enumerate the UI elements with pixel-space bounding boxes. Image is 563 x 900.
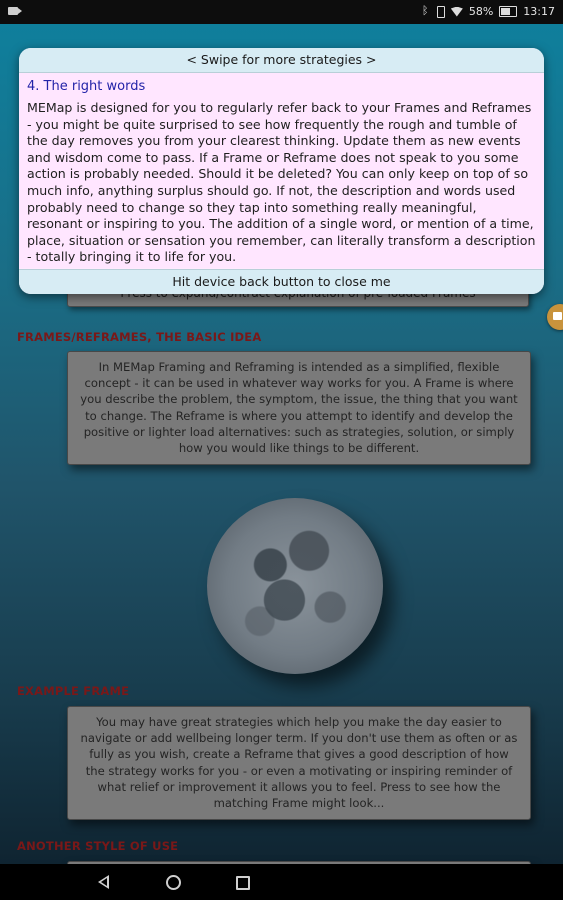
moon-icon [207,498,383,674]
swipe-hint[interactable]: < Swipe for more strategies > [19,48,544,73]
section-heading-another-style: ANOTHER STYLE OF USE [17,839,179,853]
back-icon[interactable] [98,875,109,889]
video-camera-icon [553,312,562,320]
dialog-body [19,73,544,268]
section-heading-example-frame: EXAMPLE FRAME [17,684,130,698]
camera-icon [8,7,18,15]
floating-camera-button[interactable] [547,304,563,330]
section-heading-basic-idea: FRAMES/REFRAMES, THE BASIC IDEA [17,330,262,344]
dialog-title: 4. The right words [27,79,146,94]
vibrate-icon [437,6,445,18]
navigation-bar [0,864,563,900]
battery-percent: 58% [468,5,494,18]
moon-image [207,498,383,674]
close-hint: Hit device back button to close me [19,269,544,294]
dialog-text: MEMap is designed for you to regularly refer back to your Frames and Reframes - you might be quite surprised to see how frequently the rough and tumble of the day removes you from your clearest thinking. Update them as new events and wisdom come to pass. If a Frame or Reframe does not speak to you some action is probably needed. Should it be deleted? You can only keep on top of so much info, anything surplus should go. If not, the description and words used probably need to change so they tap into something really meaningful, resonant or inspiring to you. The addition of a single word, or mention of a time, place, situation or sensation you remember, can literally transform a description - totally bringing it to life for you. [27,100,536,265]
status-icons [421,5,555,18]
strategy-dialog[interactable] [19,48,544,294]
status-time: 13:17 [523,5,555,18]
recents-icon[interactable] [236,876,250,890]
status-bar [0,0,563,24]
example-frame-card[interactable]: You may have great strategies which help you make the day easier to navigate or add wellbeing longer term. If you don't use them as often or as fully as you wish, create a Reframe that gives a good description of how the strategy works for you - or even a motivating or inspiring reminder of what relief or improvement it allows you to feel. Press to see how the matching Frame might look... [67,706,531,820]
wifi-icon [451,7,463,17]
basic-idea-card[interactable]: In MEMap Framing and Reframing is intended as a simplified, flexible concept - it can be used in whatever way works for you. A Frame is where you describe the problem, the symptom, the issue, the thing that you want to change. The Reframe is where you attempt to identify and develop the positive or lighter load alternatives: such as strategies, solution, or simply how you would like things to be different. [67,351,531,465]
bluetooth-icon [421,6,431,17]
home-icon[interactable] [166,875,181,890]
battery-icon [499,6,517,17]
app-background [0,24,563,864]
